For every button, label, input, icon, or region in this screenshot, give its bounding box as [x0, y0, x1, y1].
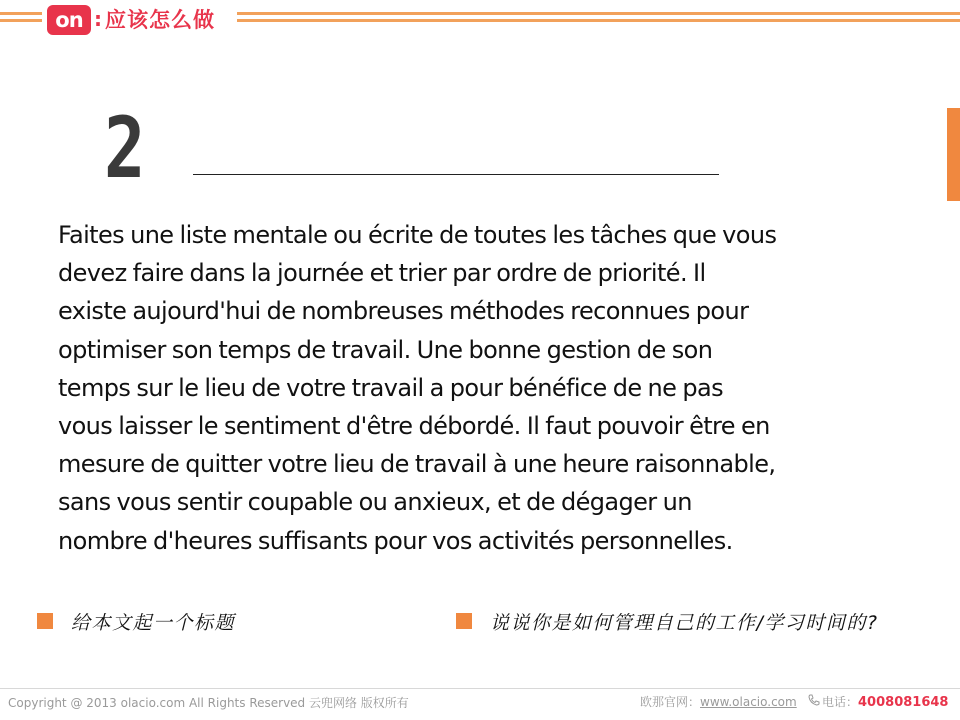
side-accent-bar [947, 108, 960, 201]
prompt-title-task [37, 609, 235, 633]
body-line: optimiser son temps de travail. Une bonne gestion de son [58, 335, 713, 364]
bullet-square-icon [37, 613, 53, 629]
header-title: 应该怎么做 [105, 8, 215, 32]
body-line: existe aujourd'hui de nombreuses méthodes reconnues pour [58, 297, 749, 326]
phone-icon [808, 693, 822, 711]
footer-site-label: 欧那官网： [640, 695, 701, 709]
prompt-text: 给本文起一个标题 [71, 611, 236, 634]
body-line: vous laisser le sentiment d'être débordé. Il faut pouvoir être en [58, 412, 770, 441]
header-colon: : [94, 7, 102, 31]
body-line: mesure de quitter votre lieu de travail à une heure raisonnable, [58, 450, 776, 479]
header-decor-line-left [0, 12, 42, 22]
slide-header [0, 0, 960, 40]
body-line: sans vous sentir coupable ou anxieux, et de dégager un [58, 488, 692, 517]
body-line: devez faire dans la journée et trier par ordre de priorité. Il [58, 259, 706, 288]
footer-site-link[interactable]: www.olacio.com [700, 695, 797, 709]
footer-phone-number: 4008081648 [858, 695, 949, 710]
footer-copyright: Copyright @ 2013 olacio.com All Rights Reserved 云兜网络 版权所有 [8, 696, 409, 710]
bullet-square-icon [456, 613, 472, 629]
footer-divider [0, 688, 960, 689]
body-line: Faites une liste mentale ou écrite de toutes les tâches que vous [58, 221, 777, 249]
footer-phone-label: 电话： [822, 695, 859, 709]
brand-logo: on [47, 5, 91, 35]
footer-website [640, 693, 797, 711]
body-line: nombre d'heures suffisants pour vos activités personnelles. [58, 526, 733, 555]
prompt-text: 说说你是如何管理自己的工作/学习时间的? [490, 611, 879, 634]
header-decor-line-right [237, 12, 960, 22]
body-line: temps sur le lieu de votre travail a pour bénéfice de ne pas [58, 373, 723, 402]
footer-phone [808, 693, 948, 712]
prompt-discussion-task [456, 609, 879, 633]
body-paragraph [58, 216, 908, 560]
title-blank-line [193, 174, 719, 175]
step-number: 2 [104, 99, 146, 197]
